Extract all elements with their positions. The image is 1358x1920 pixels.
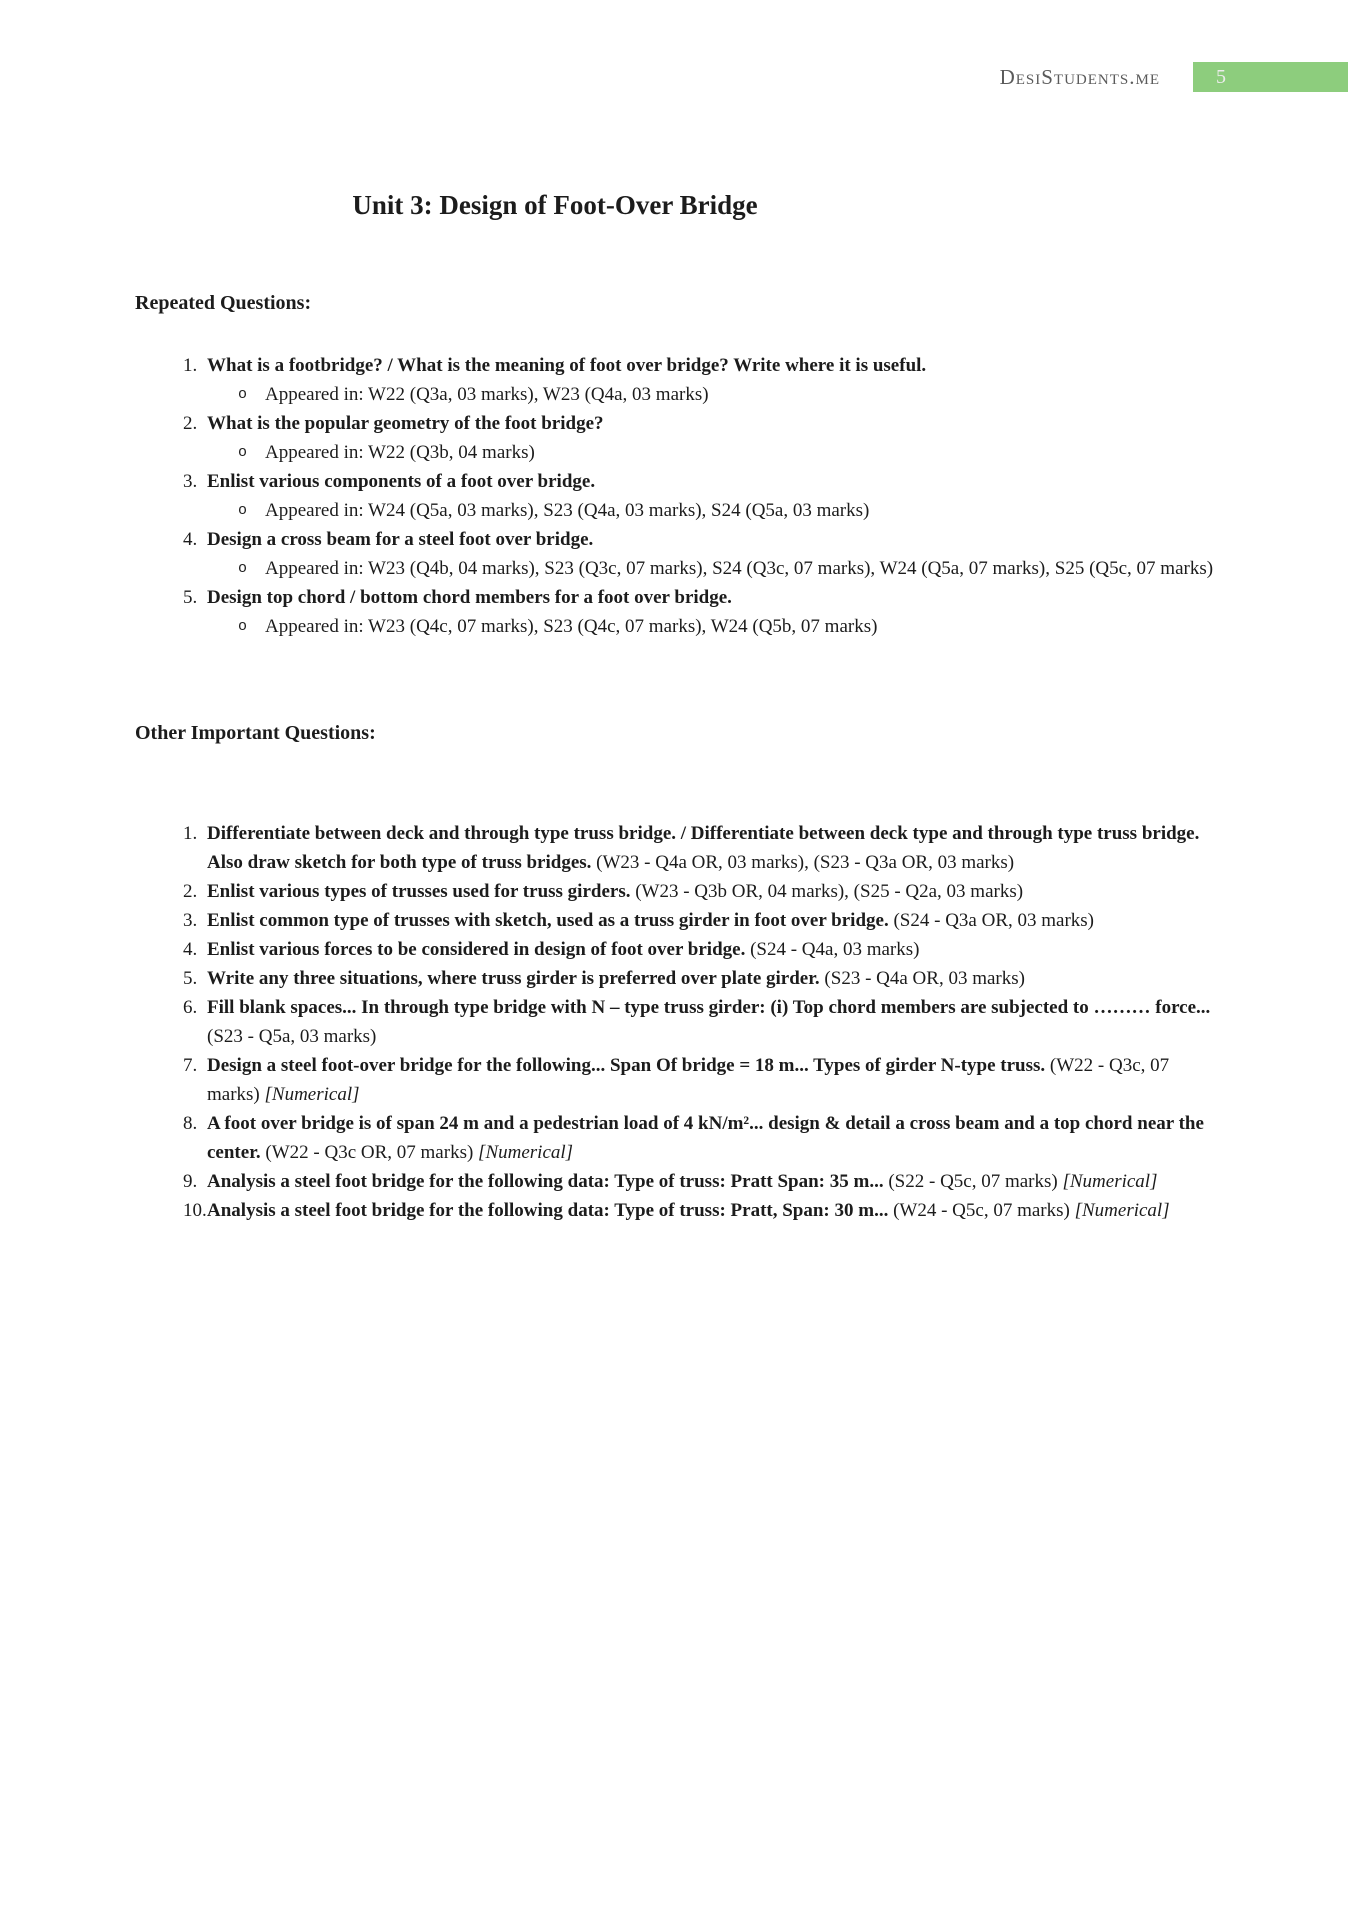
question-text: Fill blank spaces... In through type bridge with N – type truss girder: (i) Top chord members are subjected to ……… force... [207,997,1211,1018]
list-item [135,1051,1235,1109]
item-number: 3. [183,910,198,931]
page-title: Unit 3: Design of Foot-Over Bridge [352,190,758,220]
list-item [135,525,1235,583]
question-text: What is a footbridge? / What is the meaning of foot over bridge? Write where it is useful. [207,355,927,376]
question-citation: (S23 - Q5a, 03 marks) [207,1026,377,1047]
repeated-questions-heading: Repeated Questions: [135,292,312,314]
repeated-questions-list [135,351,1235,641]
appeared-in-text: Appeared in: W23 (Q4c, 07 marks), S23 (Q4c, 07 marks), W24 (Q5b, 07 marks) [265,616,878,637]
numerical-tag: [Numerical] [264,1084,360,1105]
appeared-in-text: Appeared in: W23 (Q4b, 04 marks), S23 (Q3c, 07 marks), S24 (Q3c, 07 marks), W24 (Q5a, 07 marks), S25 (Q5c, 07 marks) [265,558,1214,579]
circle-bullet: o [238,386,248,403]
item-body [207,583,1222,641]
item-number: 10. [183,1200,207,1221]
list-item [135,993,1235,1051]
appeared-row [207,612,1222,641]
circle-bullet: o [238,618,248,635]
item-number: 4. [183,939,198,960]
question-text: Design top chord / bottom chord members for a foot over bridge. [207,587,732,608]
list-item [135,906,1235,935]
question-citation: (W22 - Q3c OR, 07 marks) [265,1142,474,1163]
item-body [207,877,1222,906]
numerical-tag: [Numerical] [1062,1171,1158,1192]
item-body [207,935,1222,964]
question-citation: (W22 - Q3c, 07 marks) [207,1055,1170,1105]
item-number: 1. [183,355,198,376]
question-text: What is the popular geometry of the foot bridge? [207,413,604,434]
item-number: 2. [183,413,198,434]
question-citation: (W24 - Q5c, 07 marks) [893,1200,1070,1221]
item-body [207,409,1222,467]
question-text: Design a steel foot-over bridge for the following... Span Of bridge = 18 m... Types of girder N-type truss. [207,1055,1046,1076]
circle-bullet: o [238,502,248,519]
item-number: 1. [183,823,198,844]
item-number: 6. [183,997,198,1018]
list-item [135,1167,1235,1196]
item-body [207,525,1222,583]
question-text: Differentiate between deck and through type truss bridge. / Differentiate between deck type and through type truss bridge. Also draw sketch for both type of truss bridges. [207,823,1200,873]
question-citation: (W23 - Q4a OR, 03 marks), (S23 - Q3a OR, 03 marks) [596,852,1015,873]
question-text: Enlist common type of trusses with sketch, used as a truss girder in foot over bridge. [207,910,889,931]
item-number: 7. [183,1055,198,1076]
appeared-in-text: Appeared in: W24 (Q5a, 03 marks), S23 (Q4a, 03 marks), S24 (Q5a, 03 marks) [265,500,870,521]
question-text: Enlist various forces to be considered in design of foot over bridge. [207,939,746,960]
item-body [207,1196,1222,1225]
list-item [135,583,1235,641]
question-citation: (S23 - Q4a OR, 03 marks) [824,968,1025,989]
question-citation: (W23 - Q3b OR, 04 marks), (S25 - Q2a, 03 marks) [635,881,1024,902]
item-number: 5. [183,968,198,989]
appeared-row [207,380,1222,409]
item-body [207,1109,1222,1167]
numerical-tag: [Numerical] [1074,1200,1170,1221]
numerical-tag: [Numerical] [478,1142,574,1163]
list-item [135,1109,1235,1167]
item-body [207,993,1222,1051]
item-body [207,467,1222,525]
list-item [135,964,1235,993]
list-item [135,819,1235,877]
question-text: Design a cross beam for a steel foot over bridge. [207,529,594,550]
list-item [135,467,1235,525]
list-item [135,1196,1235,1225]
question-text: Write any three situations, where truss girder is preferred over plate girder. [207,968,820,989]
circle-bullet: o [238,560,248,577]
circle-bullet: o [238,444,248,461]
item-body [207,1167,1222,1196]
appeared-row [207,438,1222,467]
item-number: 9. [183,1171,198,1192]
item-number: 8. [183,1113,198,1134]
question-text: A foot over bridge is of span 24 m and a pedestrian load of 4 kN/m²... design & detail a cross beam and a top chord near the center. [207,1113,1204,1163]
question-text: Enlist various components of a foot over bridge. [207,471,596,492]
item-body [207,351,1222,409]
question-text: Analysis a steel foot bridge for the following data: Type of truss: Pratt Span: 35 m... [207,1171,884,1192]
item-number: 3. [183,471,198,492]
appeared-row [207,496,1222,525]
site-brand: DesiStudents.me [999,64,1160,89]
list-item [135,935,1235,964]
question-text: Analysis a steel foot bridge for the following data: Type of truss: Pratt, Span: 30 m... [207,1200,889,1221]
item-number: 2. [183,881,198,902]
question-citation: (S24 - Q3a OR, 03 marks) [893,910,1094,931]
other-questions-list [135,819,1235,1225]
item-body [207,964,1222,993]
item-body [207,1051,1222,1109]
appeared-in-text: Appeared in: W22 (Q3b, 04 marks) [265,442,535,463]
question-text: Enlist various types of trusses used for truss girders. [207,881,631,902]
appeared-row [207,554,1222,583]
list-item [135,351,1235,409]
page-header [0,62,1348,92]
question-citation: (S22 - Q5c, 07 marks) [888,1171,1058,1192]
item-number: 5. [183,587,198,608]
item-number: 4. [183,529,198,550]
other-questions-heading: Other Important Questions: [135,722,376,744]
list-item [135,877,1235,906]
item-body [207,906,1222,935]
page-number-badge: 5 [1193,62,1348,92]
appeared-in-text: Appeared in: W22 (Q3a, 03 marks), W23 (Q4a, 03 marks) [265,384,709,405]
item-body [207,819,1222,877]
question-citation: (S24 - Q4a, 03 marks) [750,939,920,960]
list-item [135,409,1235,467]
